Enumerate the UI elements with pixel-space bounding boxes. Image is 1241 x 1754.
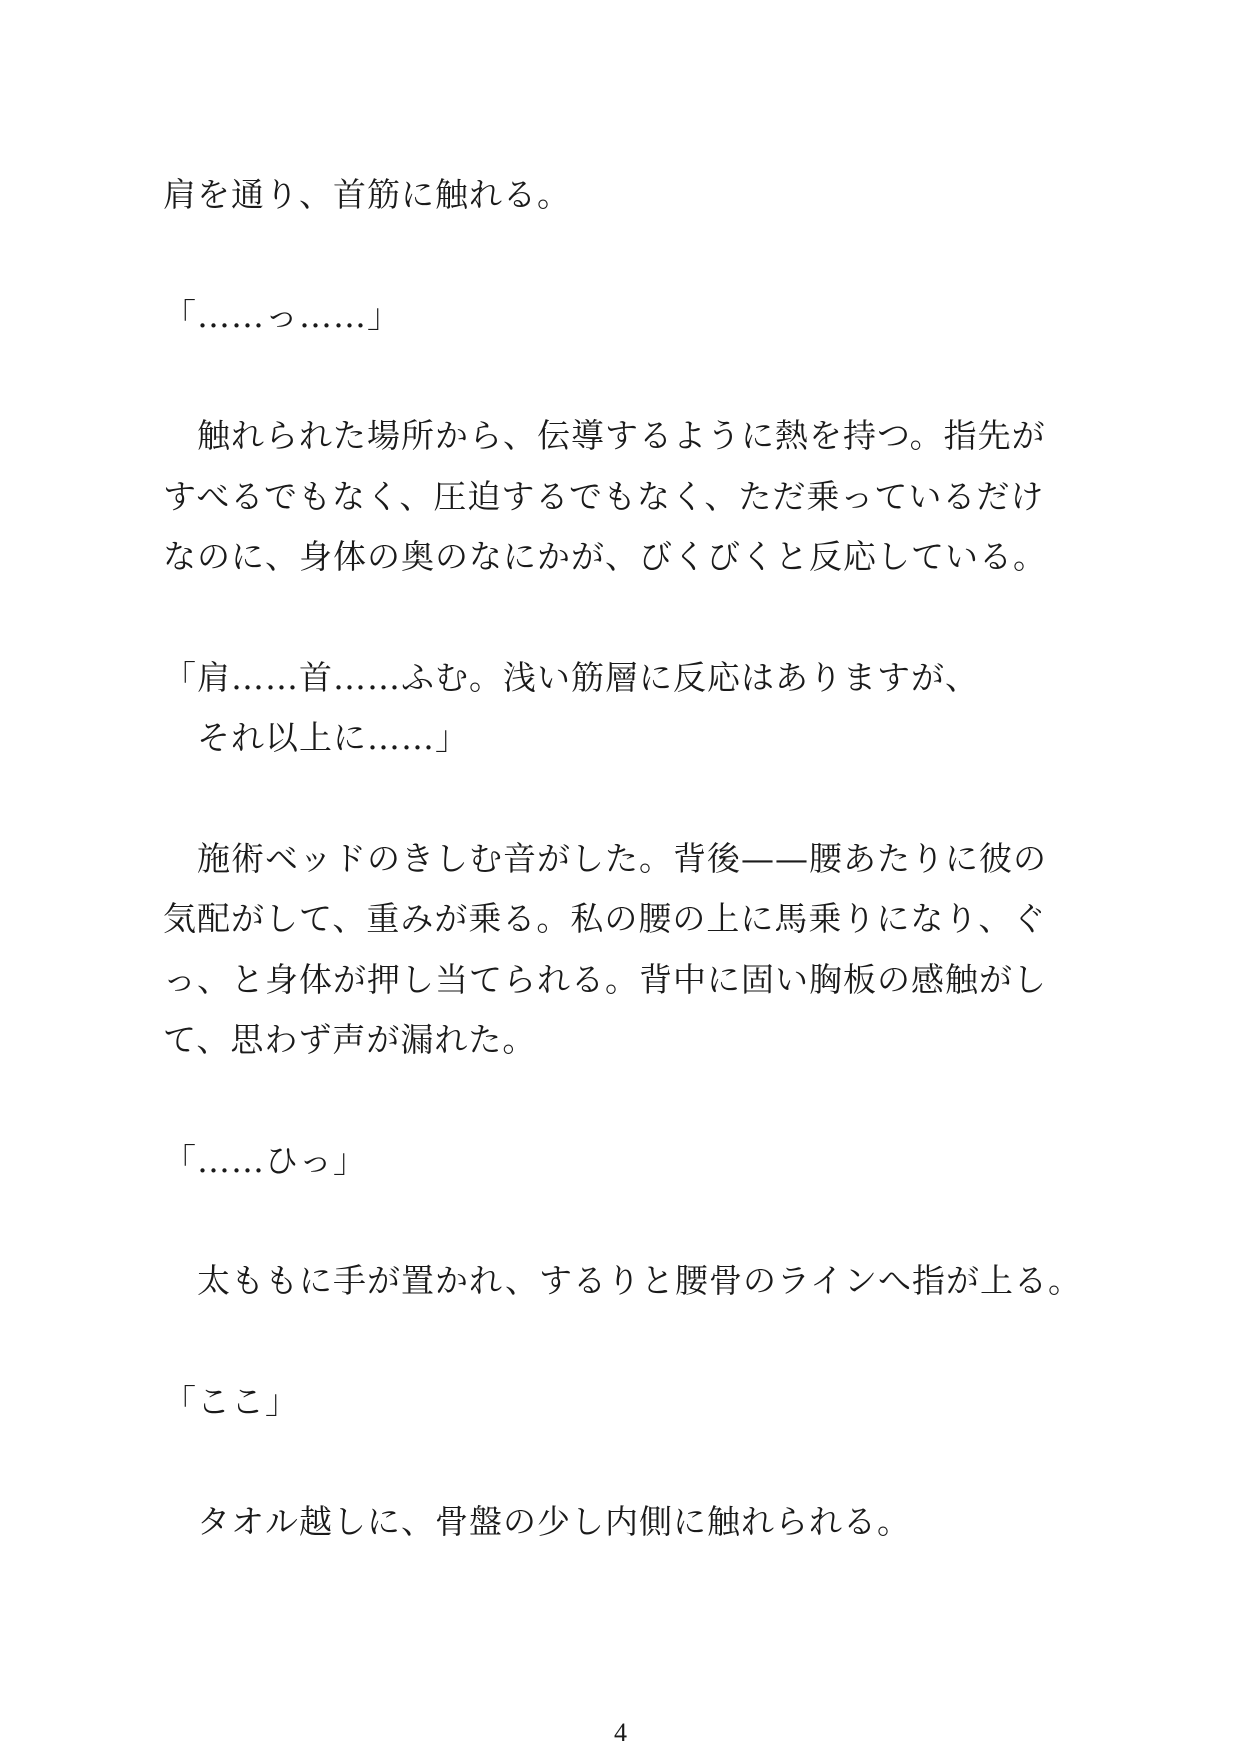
text-line: 触れられた場所から、伝導するように熱を持つ。指先が: [163, 416, 1046, 455]
text-line: っ、と身体が押し当てられる。背中に固い胸板の感触がし: [163, 960, 1047, 999]
text-line: て、思わず声が漏れた。: [163, 1020, 537, 1059]
text-line: すべるでもなく、圧迫するでもなく、ただ乗っているだけ: [163, 477, 1045, 516]
dialogue-line: 「……っ……」: [163, 296, 401, 335]
page-number: 4: [614, 1718, 627, 1747]
dialogue-line: 「ここ」: [163, 1382, 299, 1421]
text-line: 太ももに手が置かれ、するりと腰骨のラインへ指が上る。: [163, 1261, 1082, 1300]
text-line: タオル越しに、骨盤の少し内側に触れられる。: [163, 1502, 911, 1541]
text-line: 気配がして、重みが乗る。私の腰の上に馬乗りになり、ぐ: [163, 899, 1047, 938]
text-line: なのに、身体の奥のなにかが、びくびくと反応している。: [163, 537, 1047, 576]
text-line: 肩を通り、首筋に触れる。: [163, 175, 571, 214]
dialogue-line: 「……ひっ」: [163, 1141, 367, 1180]
dialogue-line: 「肩……首……ふむ。浅い筋層に反応はありますが、: [163, 658, 979, 697]
text-line: 施術ベッドのきしむ音がした。背後——腰あたりに彼の: [163, 839, 1047, 878]
dialogue-line: それ以上に……」: [163, 718, 469, 757]
